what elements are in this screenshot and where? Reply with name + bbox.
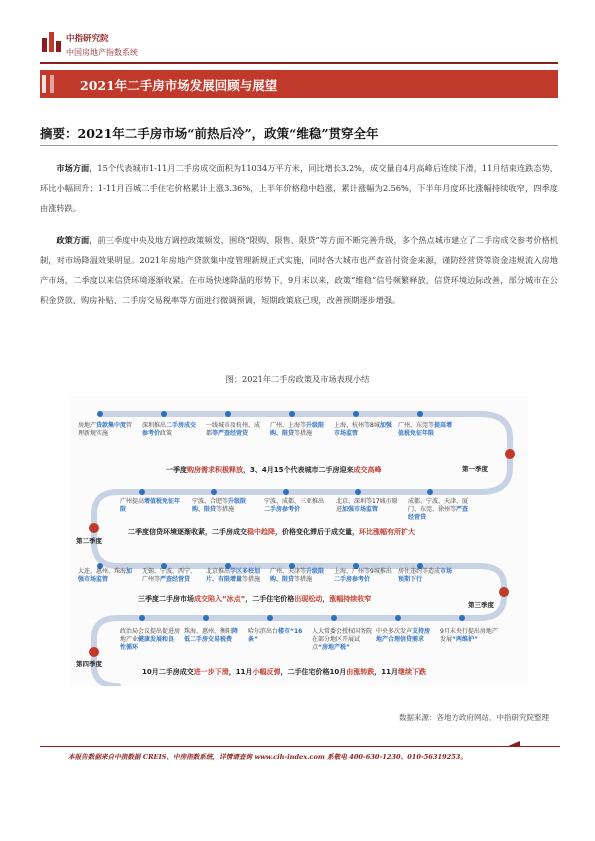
paragraph-lead: 政策方面: [56, 235, 90, 245]
policy-event: [270, 568, 328, 584]
title-decoration: [42, 75, 46, 93]
timeline-dot: [355, 489, 361, 495]
event-highlight: 市场预期下行: [398, 568, 453, 583]
summary-segment: 进一步下滑: [193, 668, 229, 676]
timeline-dot: [139, 615, 145, 621]
summary-segment: 由涨转跌: [346, 668, 375, 676]
summary-segment: 二手房市场: [159, 595, 194, 603]
event-highlight: 二手房参考价: [264, 506, 301, 513]
event-highlight: 升级限购、限贷: [270, 422, 325, 437]
summary-segment: 涨幅持续收窄: [329, 595, 372, 603]
event-text: 哈尔滨出台: [248, 628, 279, 635]
timeline-dot: [353, 411, 359, 417]
summary-segment: ，价格变化滞后于成交量，: [275, 528, 359, 536]
event-highlight: 等严查经营贷: [212, 430, 249, 437]
quarter-marker: [505, 449, 515, 459]
policy-event: [142, 422, 200, 438]
policy-event: [270, 422, 328, 438]
event-text: 中央多次发声: [376, 628, 413, 635]
timeline-dot: [139, 489, 145, 495]
summary-segment: 信贷环境逐渐收紧: [149, 528, 205, 536]
event-text: 上海、广州等9城推出: [334, 568, 392, 575]
policy-event: [120, 498, 186, 514]
org-subtitle: 中国房地产指数系统: [66, 48, 138, 57]
event-highlight: 严查经营贷: [160, 576, 191, 583]
event-highlight: 贷款集中度: [96, 422, 127, 429]
footer-decoration: [506, 741, 520, 747]
summary-segment: ，11月: [374, 668, 398, 676]
summary-segment: 10月二手房成交: [142, 668, 194, 676]
timeline-dot: [459, 615, 465, 621]
summary-segment: 出现松动: [294, 595, 323, 603]
paragraph-policy: [40, 230, 558, 310]
event-highlight: 二手房参考价: [334, 576, 371, 583]
summary-segment: ，二手住宅价格: [245, 595, 295, 603]
summary-segment: ，3、4月15个代表城市二手房迎来: [243, 466, 354, 474]
paragraph-market: [40, 158, 558, 218]
summary-segment: 一季度: [166, 466, 187, 474]
timeline-dot: [97, 411, 103, 417]
event-highlight: 降低二手房交易税费: [184, 628, 239, 643]
policy-event: [376, 628, 436, 644]
policy-event: [398, 422, 456, 438]
footer-note: 本报告数据来自中指数据 CREIS、中房指数系统，详情请查询 www.cih-index.com 系敬电 400-630-1230、010-56319253。: [68, 753, 467, 761]
event-text: 宁波、合肥等: [192, 498, 229, 505]
event-highlight: 加强市场监管: [342, 506, 379, 513]
policy-event: [440, 628, 500, 644]
event-text: 房地产: [78, 422, 97, 429]
policy-event: [248, 628, 308, 644]
figure-caption: 图：2021年二手房政策及市场表现小结: [225, 374, 370, 384]
event-text: 北京、深圳等17城市原进: [336, 498, 398, 513]
event-text: 政策: [160, 430, 173, 437]
policy-event: [398, 568, 456, 584]
event-text: 大连、惠州、珠海: [78, 568, 127, 575]
summary-segment: 成交高峰: [353, 466, 382, 474]
policy-event: [206, 422, 264, 438]
event-highlight: 升级限购、限贷: [192, 498, 247, 513]
quarter-marker: [499, 587, 509, 597]
quarter-label: 第二季度: [76, 537, 102, 545]
policy-event: [264, 498, 330, 514]
event-text: 无锡、宁波、西宁、广州等: [142, 568, 197, 583]
timeline-dot: [203, 615, 209, 621]
policy-event: [78, 568, 136, 584]
footer-divider: [40, 746, 560, 747]
event-text: 房住违约等造成: [398, 568, 441, 575]
event-text: 等措施: [242, 576, 261, 583]
event-highlight: 楼市“16条”: [248, 628, 303, 643]
policy-event: [334, 568, 392, 584]
event-text: 深圳推出: [142, 422, 167, 429]
policy-event: [184, 628, 244, 644]
summary-segment: ，二手房成交: [205, 528, 247, 536]
event-highlight: 严查经营贷: [408, 506, 469, 521]
event-highlight: 加强市场监管: [334, 422, 392, 437]
summary-segment: 环比涨幅有所扩大: [359, 528, 415, 536]
summary-segment: 成交陷入“冰点”: [194, 595, 246, 603]
summary-segment: ，11月: [228, 668, 253, 676]
paragraph-body: ，前三季度中央及地方调控政策频发，围绕“限购、限售、限贷”等方面不断完善升级，多个热点城市建立了二手房成交参考价格机制，对市场降温效果明显。2021年房地产贷款集中度管理新规正式实施，同时各大城市也严查首付资金来源，谨防经营贷等资金违规流入房地产市场，二季度以来信贷环境逐渐收紧。在市场快速降温的形势下，9月末以来，政策“维稳”信号频繁释放，信贷环境边际改善，部分城市在公积金贷款、购房补贴、二手房交易税率等方面进行微调预调，短期政策底已现，改善预期逐步增强。: [40, 235, 558, 305]
event-text: 广州、天津等: [270, 568, 307, 575]
q4-summary: [142, 667, 426, 677]
summary-title: 摘要：2021年二手房市场“前热后冷”，政策“维稳”贯穿全年: [40, 126, 379, 141]
quarter-label: 第四季度: [76, 660, 102, 668]
event-text: 广州、东莞等: [398, 422, 435, 429]
q3-summary: [138, 594, 371, 604]
quarter-label: 第三季度: [468, 601, 494, 609]
paragraph-lead: 市场方面: [56, 163, 90, 173]
timeline-dot: [283, 489, 289, 495]
event-text: 广州提高: [120, 498, 145, 505]
org-name: 中指研究院: [66, 34, 109, 44]
page-title: 2021年二手房市场发展回顾与展望: [80, 78, 278, 93]
data-source: 数据来源：各地方政府网站、中指研究院整理: [399, 713, 549, 722]
summary-segment: ，: [322, 595, 330, 603]
event-text: 一线城市及杭州、成都: [206, 422, 261, 437]
title-decoration: [50, 75, 54, 93]
event-text: 人大常委会授权国务院在部分地区开展试点: [312, 628, 373, 651]
event-highlight: 学区多校划片、有限增量: [206, 568, 261, 583]
header-divider: [40, 62, 558, 64]
event-text: 政治局会议提出促进房地产业: [120, 628, 181, 643]
policy-event: [336, 498, 402, 514]
quarter-marker: [89, 523, 99, 533]
event-text: 成都、宁波、天津、厦门、东莞、徐州等: [408, 498, 469, 513]
event-text: 宁波、成都、三亚推出: [264, 498, 325, 505]
quarter-marker: [89, 647, 99, 657]
policy-event: [192, 498, 258, 514]
summary-segment: 继续下跌: [398, 668, 426, 676]
event-text: 等措施: [294, 576, 313, 583]
event-highlight: 升级限购、限贷: [270, 568, 325, 583]
timeline-dot: [289, 411, 295, 417]
event-text: 广州、上海等: [270, 422, 307, 429]
q1-summary: [166, 465, 381, 475]
timeline-dot: [211, 489, 217, 495]
event-text: 上海、杭州等8城: [334, 422, 380, 429]
summary-segment: 小幅反弹: [252, 668, 281, 676]
policy-event: [408, 498, 474, 522]
timeline-dot: [331, 615, 337, 621]
policy-event: [206, 568, 264, 584]
timeline-dot: [267, 615, 273, 621]
event-highlight: 支持房地产合理信贷需求: [376, 628, 431, 643]
event-highlight: 增值税免征年限: [120, 498, 181, 513]
timeline-dot: [417, 411, 423, 417]
policy-timeline-figure: [70, 396, 528, 686]
event-highlight: 二手房成交参考价: [142, 422, 197, 437]
event-highlight: “两维护”: [452, 636, 478, 643]
event-text: 9月末央行提出房地产发展: [440, 628, 498, 643]
event-highlight: 提高增值税免征年限: [398, 422, 453, 437]
event-text: 珠海、惠州、衡阳: [184, 628, 233, 635]
quarter-label: 第一季度: [462, 465, 488, 473]
event-text: 管理新规实施: [78, 422, 133, 437]
policy-event: [78, 422, 136, 438]
policy-event: [120, 628, 180, 652]
event-highlight: “房地产税”: [318, 644, 350, 651]
timeline-dot: [161, 411, 167, 417]
event-highlight: 加强市场监管: [78, 568, 133, 583]
summary-segment: 三季度: [138, 595, 159, 603]
event-text: 等措施: [294, 430, 313, 437]
logo-icon: [40, 30, 62, 54]
q2-summary: [128, 527, 415, 537]
policy-event: [334, 422, 392, 438]
timeline-dot: [395, 615, 401, 621]
timeline-dot: [427, 489, 433, 495]
summary-segment: 二季度: [128, 528, 149, 536]
event-highlight: 健康发展和良性循环: [120, 636, 175, 651]
summary-segment: 稳中趋降: [247, 528, 275, 536]
summary-segment: 购房需求积极释放: [187, 466, 243, 474]
event-text: 等措施: [216, 506, 235, 513]
summary-divider: [40, 145, 558, 146]
paragraph-body: ，15个代表城市1-11月二手房成交面积为11034万平方米，同比增长3.2%，成交量自4月高峰后连续下滑，11月结束连跌态势，环比小幅回升；1-11月百城二手住宅价格累计上涨3.36%，上半年价格稳中趋涨，累计涨幅为2.56%，下半年月度环比涨幅持续收窄，四季度由涨转跌。: [40, 163, 558, 213]
policy-event: [312, 628, 372, 652]
event-text: 北京推出: [206, 568, 231, 575]
timeline-dot: [225, 411, 231, 417]
policy-event: [142, 568, 200, 584]
summary-segment: ，二手住宅价格10月: [280, 668, 347, 676]
